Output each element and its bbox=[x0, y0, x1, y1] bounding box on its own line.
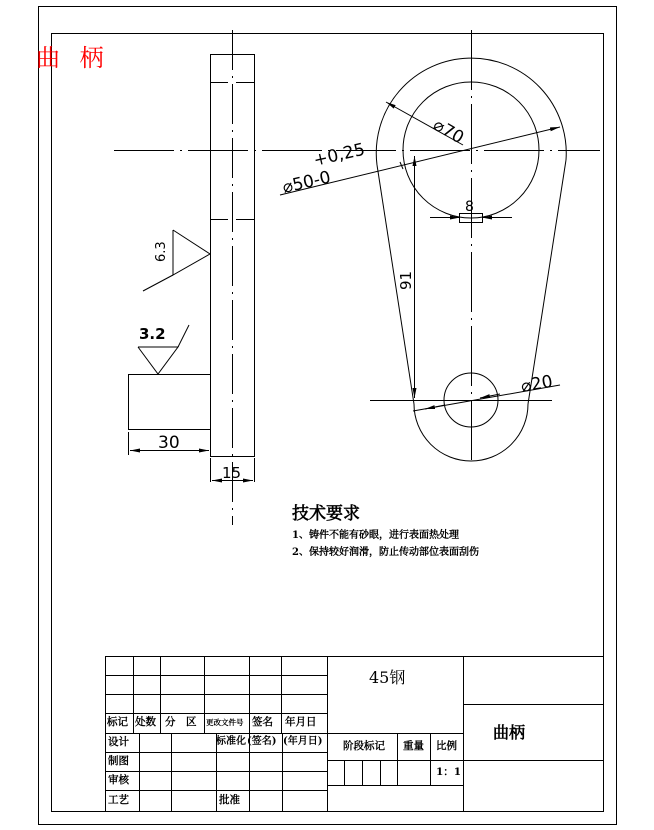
stage-mark: 阶段标记 bbox=[343, 740, 385, 752]
drawing-title-red: 曲 柄 bbox=[36, 44, 110, 72]
row-date: (年月日) bbox=[283, 736, 323, 747]
title-block-grid bbox=[105, 656, 604, 812]
dim-30: 30 bbox=[158, 433, 180, 453]
row-process: 工艺 bbox=[108, 794, 129, 806]
weight: 重量 bbox=[403, 740, 424, 752]
row-signature: (签名) bbox=[247, 736, 277, 747]
roughness-6-3: 6.3 bbox=[154, 241, 169, 262]
dim-phi50: ⌀50-0 bbox=[280, 167, 333, 198]
scale-label: 比例 bbox=[436, 740, 457, 752]
side-view bbox=[114, 30, 600, 525]
material: 45钢 bbox=[369, 668, 406, 687]
row-design: 设计 bbox=[108, 736, 129, 748]
scale-value: 1：1 bbox=[436, 766, 462, 778]
dim-tolerance-upper: +0,25 bbox=[311, 139, 367, 171]
technical-requirement-1: 1、铸件不能有砂眼，进行表面热处理 bbox=[292, 530, 459, 541]
header-date: 年月日 bbox=[285, 716, 317, 728]
dim-phi70: ⌀70 bbox=[429, 115, 468, 149]
header-zone: 分 区 bbox=[165, 716, 197, 728]
row-standardization: 标准化 bbox=[216, 736, 246, 747]
header-count: 处数 bbox=[135, 716, 156, 728]
header-change-doc: 更改文件号 bbox=[206, 718, 244, 727]
dim-phi20: ⌀20 bbox=[519, 371, 555, 397]
technical-requirement-2: 2、保持较好润滑，防止传动部位表面刮伤 bbox=[292, 547, 479, 558]
part-name: 曲柄 bbox=[493, 723, 526, 742]
dim-keyway: 8 bbox=[465, 199, 474, 215]
header-mark: 标记 bbox=[107, 716, 128, 728]
row-approval: 批准 bbox=[219, 794, 240, 806]
dim-91: 91 bbox=[397, 270, 415, 290]
roughness-3-2: 3.2 bbox=[139, 325, 166, 343]
row-drawing: 制图 bbox=[108, 755, 129, 767]
row-review: 审核 bbox=[108, 774, 129, 786]
technical-requirements-heading: 技术要求 bbox=[292, 504, 360, 524]
header-sign: 签名 bbox=[252, 716, 273, 728]
dim-15: 15 bbox=[222, 464, 242, 482]
